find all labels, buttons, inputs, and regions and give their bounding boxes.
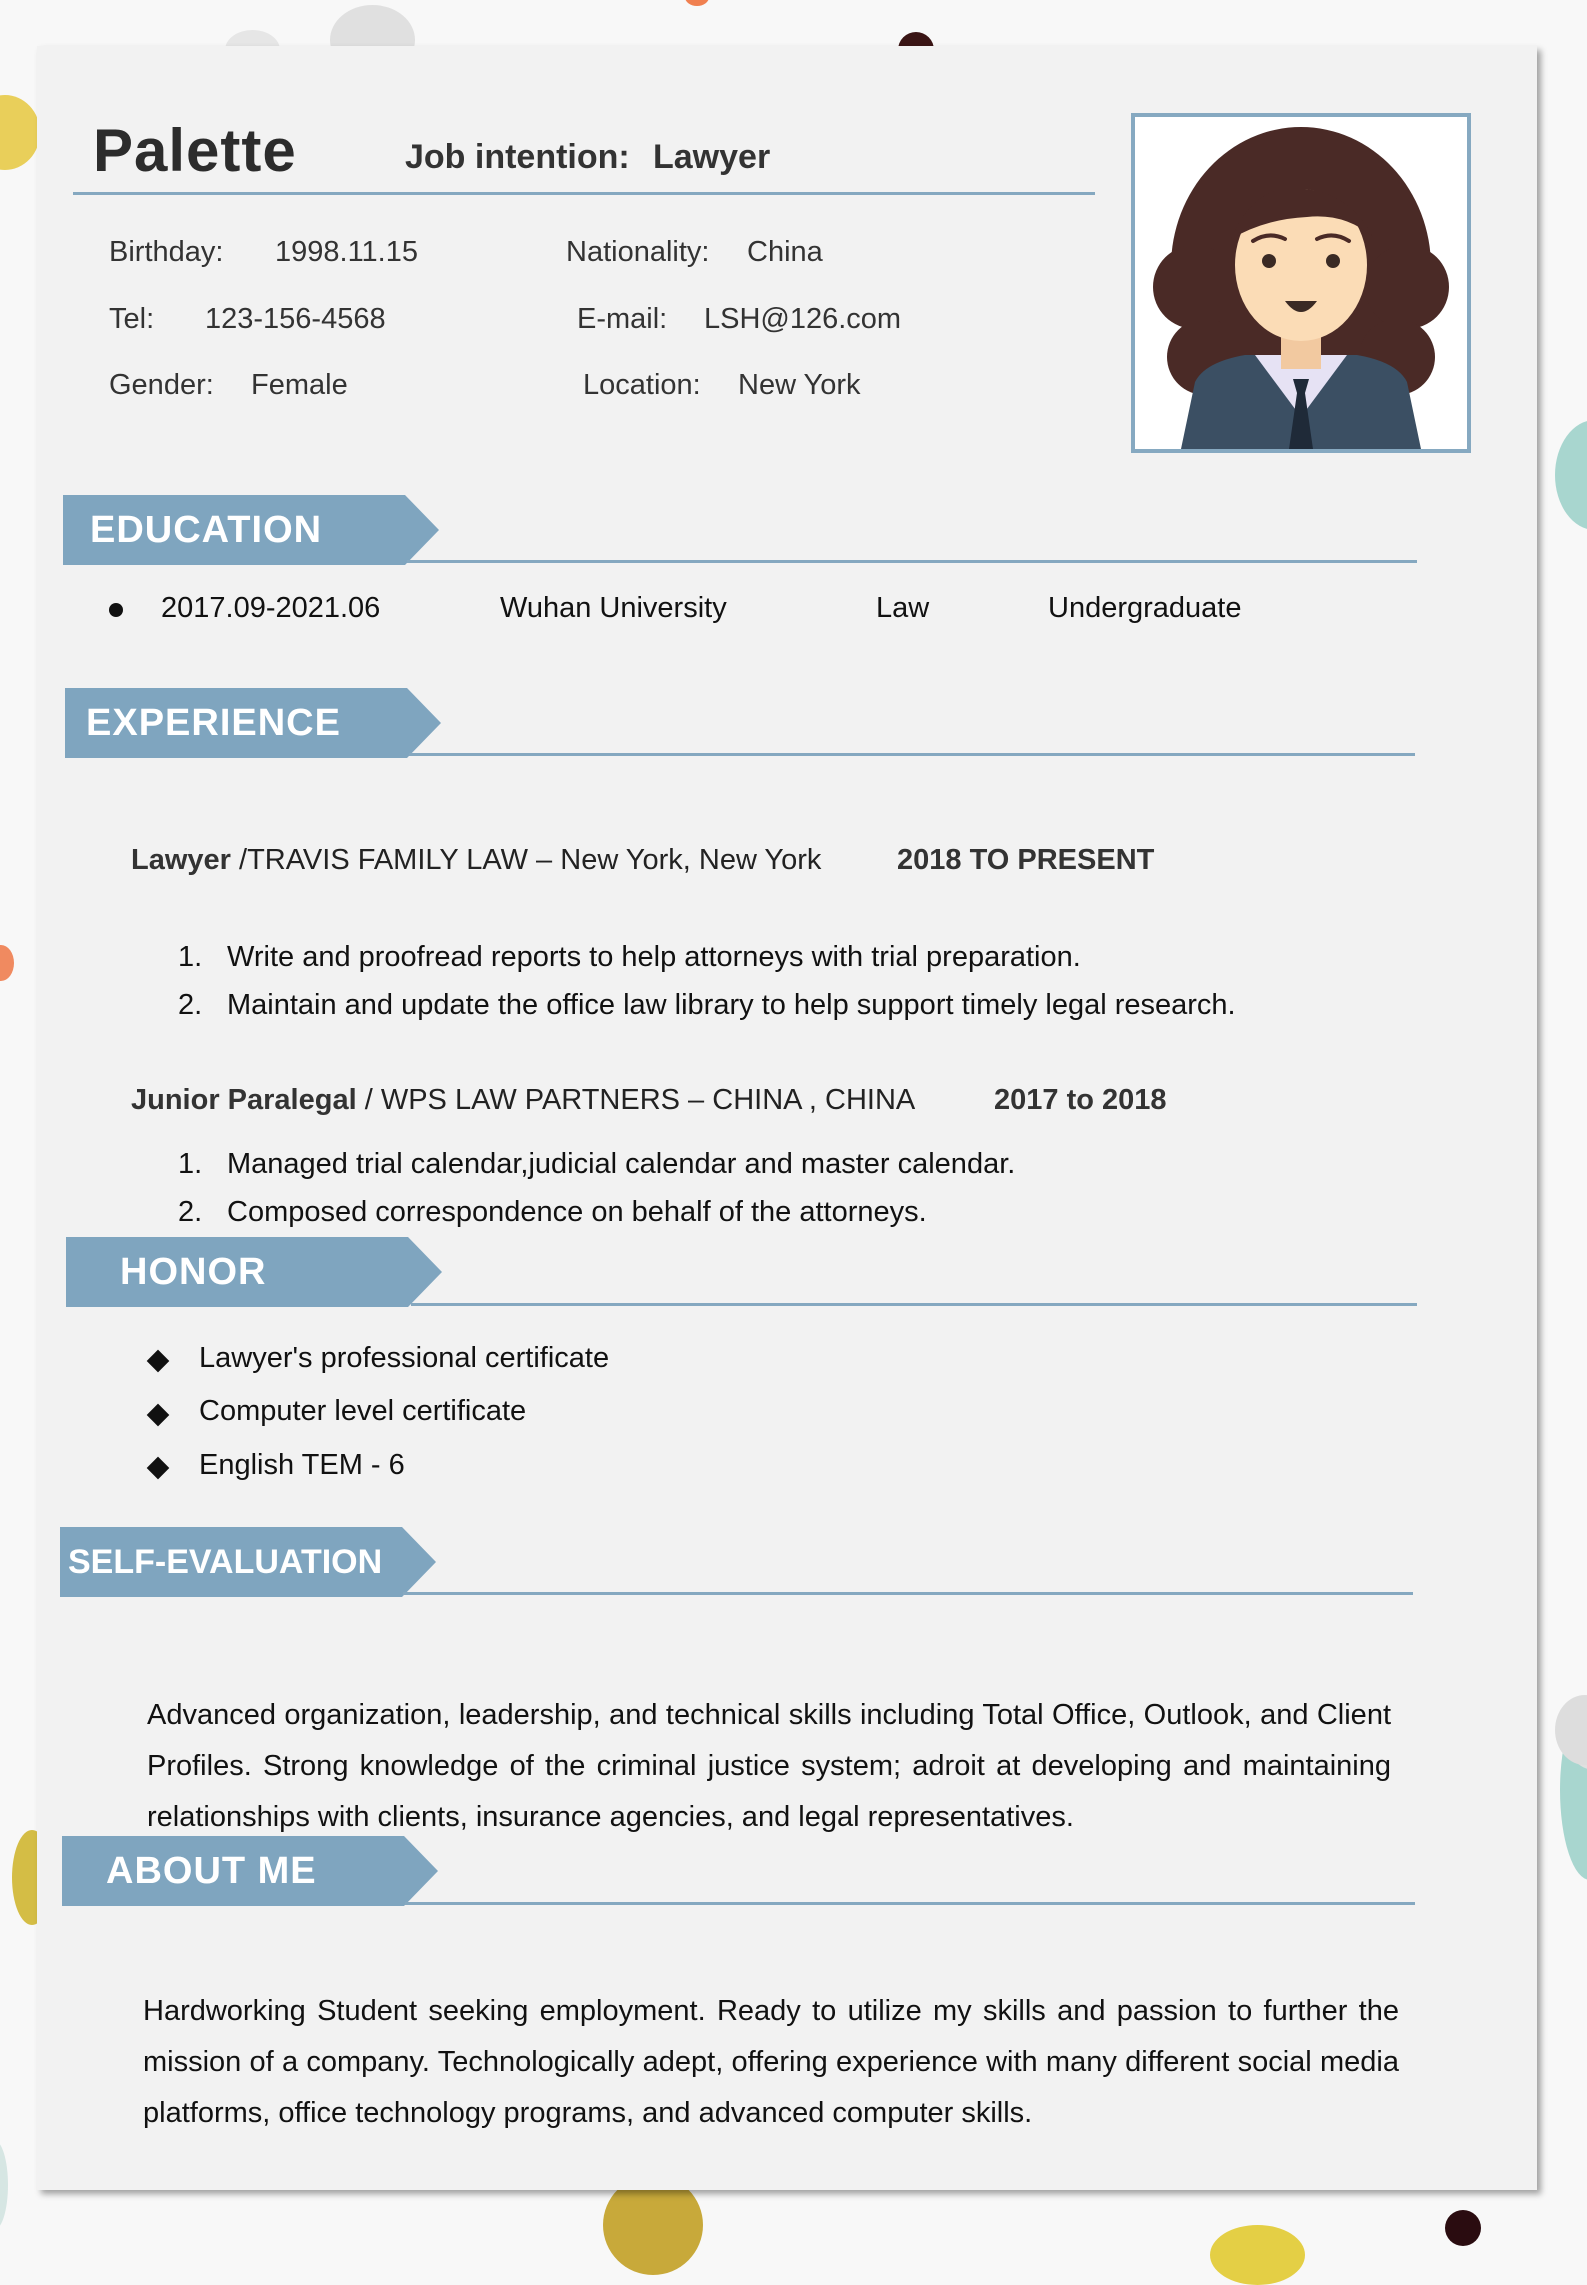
location-value: New York (738, 369, 861, 401)
section-banner-honor (66, 1237, 446, 1307)
decor-dot (1210, 2225, 1305, 2285)
section-banner-experience (65, 688, 445, 758)
job-header (131, 1084, 915, 1117)
self-evaluation-text: Advanced organization, leadership, and technical skills including Total Office, Outlook, and Client Profiles. Strong knowledge of the criminal justice system; adroit at developing and maintaining relationships with clients, insurance agencies, and legal representatives. (147, 1699, 1391, 1833)
decor-dot (0, 945, 14, 981)
experience-rule (409, 753, 1415, 756)
candidate-name: Palette (93, 117, 297, 184)
section-banner-about-me (62, 1836, 442, 1906)
job-role: Junior Paralegal (131, 1084, 357, 1116)
self-evaluation-title: SELF-EVALUATION (68, 1543, 383, 1581)
honor-item: Computer level certificate (199, 1395, 527, 1427)
honor-bullet (147, 1404, 170, 1427)
gender-label: Gender: (109, 369, 214, 401)
honor-bullet (147, 1457, 170, 1480)
self-evaluation-rule (403, 1592, 1413, 1595)
section-banner-education (63, 495, 443, 565)
decor-dot (685, 0, 709, 6)
education-major: Law (876, 592, 930, 624)
honor-item: Lawyer's professional certificate (199, 1342, 610, 1374)
job-duty: Composed correspondence on behalf of the attorneys. (227, 1196, 927, 1228)
honor-bullet (147, 1350, 170, 1373)
honor-item: English TEM - 6 (199, 1449, 405, 1481)
education-bullet (109, 603, 123, 617)
avatar-woman-icon (1135, 117, 1467, 449)
section-banner-self-evaluation (60, 1527, 440, 1597)
education-school: Wuhan University (500, 592, 727, 624)
education-rule (407, 560, 1417, 563)
duty-number: 1. (178, 1148, 203, 1180)
nationality-label: Nationality: (566, 236, 710, 268)
education-degree: Undergraduate (1048, 592, 1242, 624)
tel-label: Tel: (109, 303, 155, 335)
job-duty: Write and proofread reports to help attorneys with trial preparation. (227, 941, 1081, 973)
profile-photo (1131, 113, 1471, 453)
duty-number: 2. (178, 989, 203, 1021)
job-org: / WPS LAW PARTNERS – CHINA , CHINA (356, 1084, 916, 1116)
email-value: LSH@126.com (704, 303, 902, 335)
nationality-value: China (747, 236, 823, 268)
header-rule (73, 192, 1095, 195)
decor-dot (1555, 420, 1587, 530)
job-duty: Maintain and update the office law library to help support timely legal research. (227, 989, 1236, 1021)
decor-dot (603, 2175, 703, 2275)
resume-sheet (37, 46, 1537, 2190)
decor-dot (0, 2140, 8, 2230)
job-header (131, 844, 821, 877)
gender-value: Female (251, 369, 348, 401)
location-label: Location: (583, 369, 701, 401)
birthday-label: Birthday: (109, 236, 224, 268)
duty-number: 1. (178, 941, 203, 973)
about-me-title: ABOUT ME (106, 1850, 317, 1892)
job-duty: Managed trial calendar,judicial calendar and master calendar. (227, 1148, 1016, 1180)
decor-dot (1445, 2210, 1481, 2246)
tel-value: 123-156-4568 (205, 303, 386, 335)
job-intention-value: Lawyer (653, 138, 771, 176)
job-org: /TRAVIS FAMILY LAW – New York, New York (230, 844, 822, 876)
duty-number: 2. (178, 1196, 203, 1228)
job-dates: 2017 to 2018 (994, 1084, 1167, 1116)
about-me-text: Hardworking Student seeking employment. Ready to utilize my skills and passion to further the mission of a company. Technologically adept, offering experience with many different social media platforms, office technology programs, and advanced computer skills. (143, 1995, 1399, 2129)
honor-rule (411, 1303, 1417, 1306)
job-dates: 2018 TO PRESENT (897, 844, 1155, 876)
experience-title: EXPERIENCE (86, 702, 341, 744)
email-label: E-mail: (577, 303, 668, 335)
education-period: 2017.09-2021.06 (161, 592, 381, 624)
about-me-rule (405, 1902, 1415, 1905)
job-role: Lawyer (131, 844, 231, 876)
honor-title: HONOR (120, 1251, 267, 1293)
job-intention-label: Job intention: (405, 138, 630, 176)
decor-dot (0, 95, 40, 170)
birthday-value: 1998.11.15 (275, 236, 418, 268)
decor-dot (1555, 1695, 1587, 1765)
education-title: EDUCATION (90, 509, 323, 551)
